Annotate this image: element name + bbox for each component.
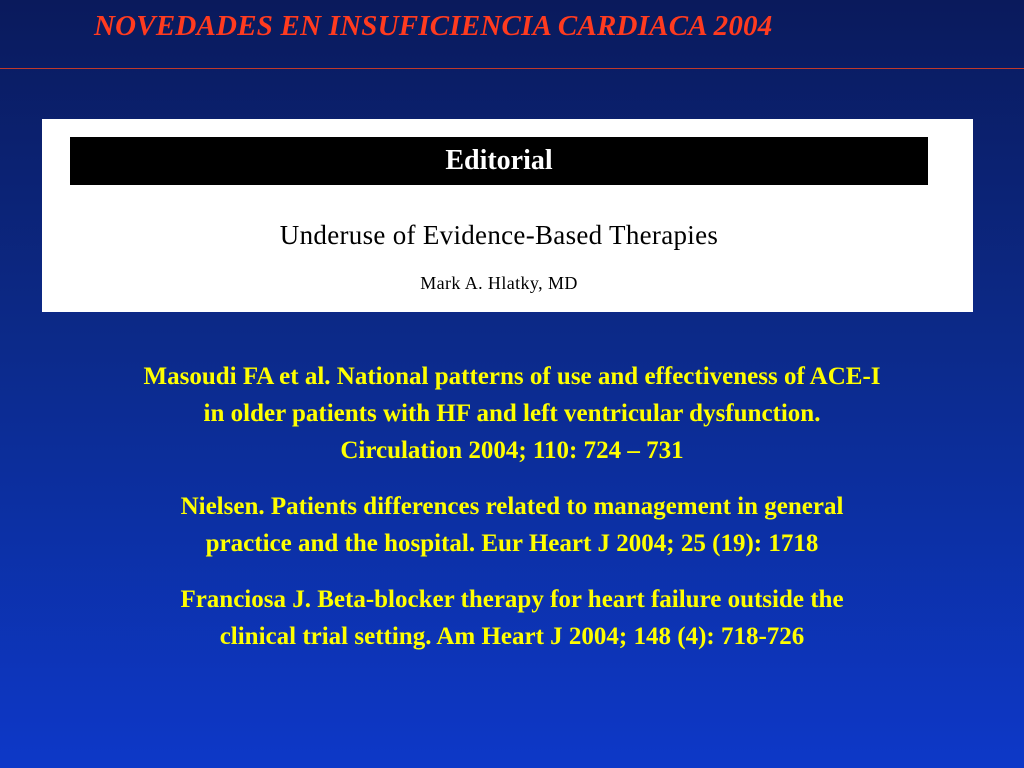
- reference-line: Masoudi FA et al. National patterns of use and effectiveness of ACE-I: [143, 363, 881, 390]
- references-list: [30, 358, 994, 674]
- editorial-label: Editorial: [445, 145, 553, 176]
- slide-header: [0, 0, 1024, 69]
- editorial-banner: [70, 137, 928, 185]
- article-title: Underuse of Evidence-Based Therapies: [279, 220, 719, 250]
- reference-line: practice and the hospital. Eur Heart J 2004; 25 (19): 1718: [205, 530, 819, 557]
- reference-line: Circulation 2004; 110: 724 – 731: [340, 437, 684, 464]
- reference-line: Nielsen. Patients differences related to management in general: [180, 493, 844, 520]
- reference-item: [30, 358, 994, 469]
- reference-item: [30, 488, 994, 562]
- reference-line: Franciosa J. Beta-blocker therapy for heart failure outside the: [180, 586, 844, 613]
- reference-item: [30, 581, 994, 655]
- reference-line: in older patients with HF and left ventricular dysfunction.: [203, 400, 821, 427]
- article-author: Mark A. Hlatky, MD: [420, 273, 578, 293]
- editorial-clipping: [42, 119, 973, 312]
- slide-title: NOVEDADES EN INSUFICIENCIA CARDIACA 2004: [94, 10, 773, 42]
- reference-line: clinical trial setting. Am Heart J 2004; 148 (4): 718-726: [219, 623, 805, 650]
